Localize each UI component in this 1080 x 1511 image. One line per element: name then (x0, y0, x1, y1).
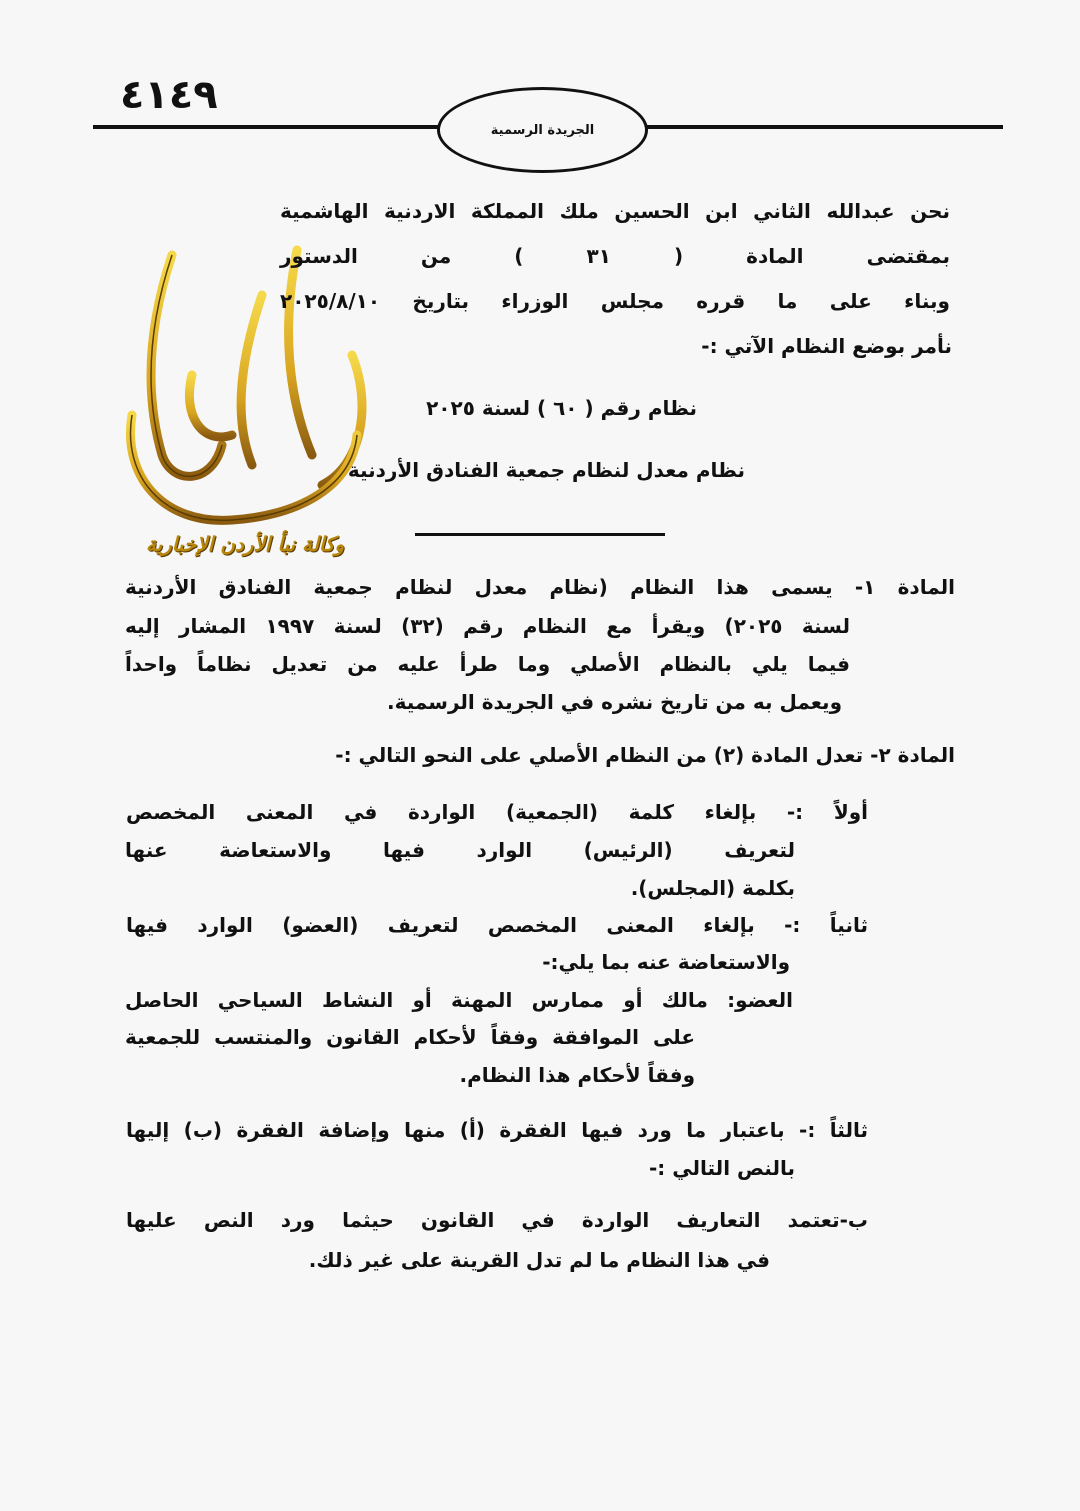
title-separator (415, 533, 665, 536)
article-2-second-line: ثانياً :- بإلغاء المعنى المخصص لتعريف (العضو) الوارد فيها (126, 913, 868, 937)
article-1-line: المادة ١- يسمى هذا النظام (نظام معدل لنظام جمعية الفنادق الأردنية (125, 575, 955, 599)
preamble-line: نأمر بوضع النظام الآتي :- (701, 334, 952, 358)
agency-name-watermark: وكالة نبأ الأردن الإخبارية (145, 532, 345, 556)
article-2-second-line: على الموافقة وفقاً لأحكام القانون والمنتسب للجمعية (125, 1025, 695, 1049)
gazette-name: الجريدة الرسمية (490, 122, 595, 138)
regulation-number: نظام رقم ( ٦٠ ) لسنة ٢٠٢٥ (426, 396, 697, 420)
regulation-title: نظام معدل لنظام جمعية الفنادق الأردنية (347, 458, 745, 482)
article-1-line: لسنة ٢٠٢٥) ويقرأ مع النظام رقم (٣٢) لسنة ١٩٩٧ المشار إليه (125, 614, 850, 638)
paragraph-b-line: ب-تعتمد التعاريف الواردة في القانون حيثما ورد النص عليها (126, 1208, 868, 1232)
article-2-third-line: ثالثاً :- باعتبار ما ورد فيها الفقرة (أ) منها وإضافة الفقرة (ب) إليها (126, 1118, 868, 1142)
gazette-seal (437, 87, 648, 173)
article-1-line: فيما يلي بالنظام الأصلي وما طرأ عليه من تعديل نظاماً واحداً (125, 652, 850, 676)
preamble-line: وبناء على ما قرره مجلس الوزراء بتاريخ ٢٠٢٥/٨/١٠ (280, 289, 950, 313)
article-2-first-line: أولاً :- بإلغاء كلمة (الجمعية) الواردة في المعنى المخصص (126, 800, 868, 824)
article-2-intro: المادة ٢- تعدل المادة (٢) من النظام الأصلي على النحو التالي :- (335, 743, 955, 767)
article-1-line: ويعمل به من تاريخ نشره في الجريدة الرسمية. (386, 690, 842, 714)
paragraph-b-line: في هذا النظام ما لم تدل القرينة على غير ذلك. (308, 1248, 770, 1272)
article-2-second-line: والاستعاضة عنه بما يلي:- (542, 950, 790, 974)
article-2-first-line: بكلمة (المجلس). (630, 876, 795, 900)
preamble-line: نحن عبدالله الثاني ابن الحسين ملك المملكة الاردنية الهاشمية (280, 199, 950, 223)
article-2-second-line: وفقاً لأحكام هذا النظام. (459, 1063, 695, 1087)
article-2-second-line: العضو: مالك أو ممارس المهنة أو النشاط السياحي الحاصل (125, 988, 793, 1012)
article-2-first-line: لتعريف (الرئيس) الوارد فيها والاستعاضة عنها (125, 838, 795, 862)
article-2-third-line: بالنص التالي :- (649, 1156, 795, 1180)
page-number: ٤١٤٩ (120, 72, 218, 118)
preamble-line: بمقتضى المادة ( ٣١ ) من الدستور (280, 244, 950, 268)
